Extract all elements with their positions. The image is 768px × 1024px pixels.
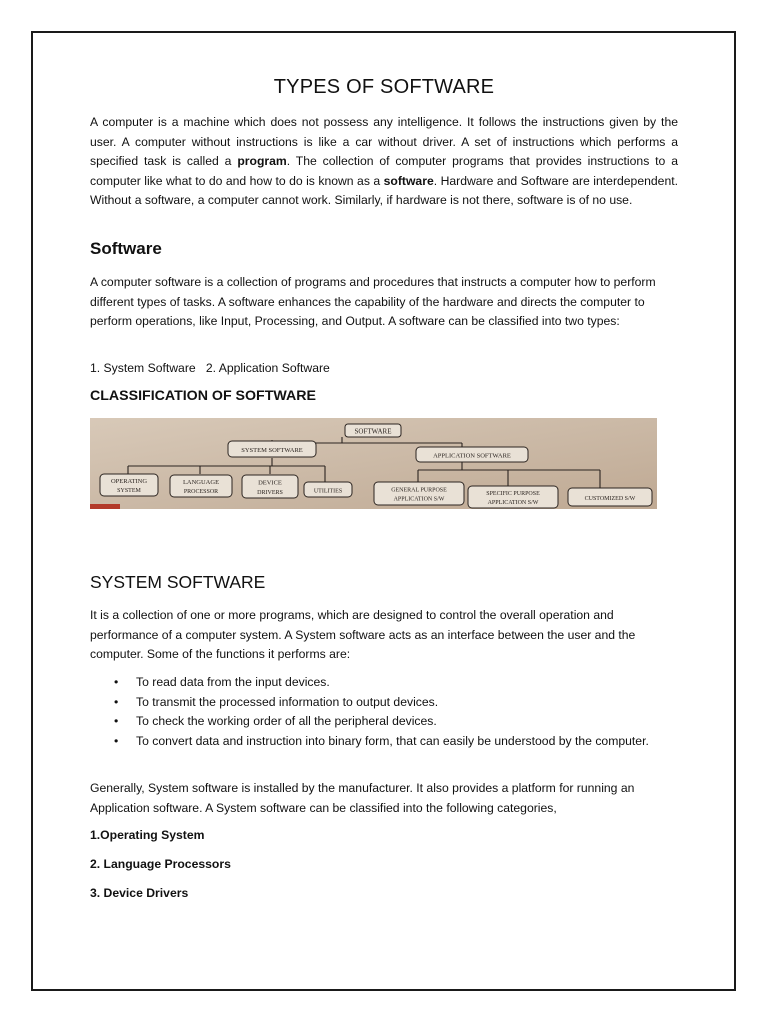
term-program: program [237,154,287,168]
node-utilities [304,482,352,497]
bullet-icon: • [114,733,119,748]
node-label: APPLICATION SOFTWARE [433,452,511,460]
category-device-drivers: 3. Device Drivers [90,886,189,900]
list-item-text: To convert data and instruction into binary form, that can easily be understood by the computer. [136,733,649,748]
term-software: software [383,173,434,188]
list-item-text: To check the working order of all the peripheral devices. [136,714,437,728]
classification-heading: CLASSIFICATION OF SOFTWARE [90,388,316,404]
functions-list [90,673,678,751]
system-software-paragraph: It is a collection of one or more programs, which are designed to control the overall operation and performance of a computer system. A System software acts as an interface between the user and the computer. Some of the functions it performs are: [90,608,636,661]
system-software-heading: SYSTEM SOFTWARE [90,572,266,592]
node-label: LANGUAGE [182,479,220,486]
node-software [345,424,401,437]
bullet-icon: • [114,675,119,689]
intro-text-2: . The collection of computer programs that provides instructions to a computer like what to do and how to do is known as a [90,154,678,188]
node-label: DEVICE [258,479,282,487]
software-types-line: 1. System Software 2. Application Software [90,361,330,375]
classification-diagram [90,418,657,509]
list-item [90,673,678,693]
intro-text-1: A computer is a machine which does not possess any intelligence. It follows the instructions given by the user. A computer without instructions is like a car without driver. A set of instructions which performs a specified task is called a [90,115,678,168]
node-label: GENERAL PURPOSE [391,487,447,494]
node-label: APPLICATION S/W [393,496,445,503]
node-label: SYSTEM SOFTWARE [241,447,303,454]
intro-paragraph [90,113,678,211]
node-label: CUSTOMIZED S/W [584,496,636,502]
node-device-drivers [242,475,298,498]
list-item-text: To transmit the processed information to output devices. [136,694,439,709]
node-label: OPERATING [110,478,148,485]
node-label: UTILITIES [313,488,343,495]
category-operating-system: 1.Operating System [90,828,205,842]
node-label: APPLICATION S/W [487,500,539,506]
list-item [90,712,678,732]
software-paragraph: A computer software is a collection of programs and procedures that instructs a computer how to perform different types of tasks. A software enhances the capability of the hardware and directs the computer to perform operations, like Input, Processing, and Output. A software can be classified into two types: [90,275,656,328]
node-label: SOFTWARE [354,427,392,436]
intro-text-3: . Hardware and Software are interdependent. Without a software, a computer cannot work. Similarly, if hardware is not there, software is of no use. [90,173,678,207]
list-item [90,732,678,752]
bullet-icon: • [114,714,119,728]
bullet-icon: • [114,694,119,709]
list-item [90,693,678,713]
node-language-processor [170,475,232,497]
category-language-processors: 2. Language Processors [90,857,231,871]
generally-paragraph: Generally, System software is installed by the manufacturer. It also provides a platform for running an Application software. A System software can be classified into the following categories, [90,781,635,815]
node-label: PROCESSOR [183,489,219,495]
red-edge-mark [90,504,120,509]
list-item-text: To read data from the input devices. [136,675,330,689]
node-general-purpose [374,482,464,505]
node-system-software [228,441,316,457]
node-specific-purpose [468,486,558,508]
node-label: SYSTEM [117,488,141,494]
node-application-software [416,447,528,462]
node-label: SPECIFIC PURPOSE [486,491,540,497]
node-label: DRIVERS [257,490,283,496]
node-operating-system [100,474,158,496]
node-customized [568,488,652,506]
software-heading: Software [90,239,162,258]
document-title: TYPES OF SOFTWARE [273,76,495,98]
